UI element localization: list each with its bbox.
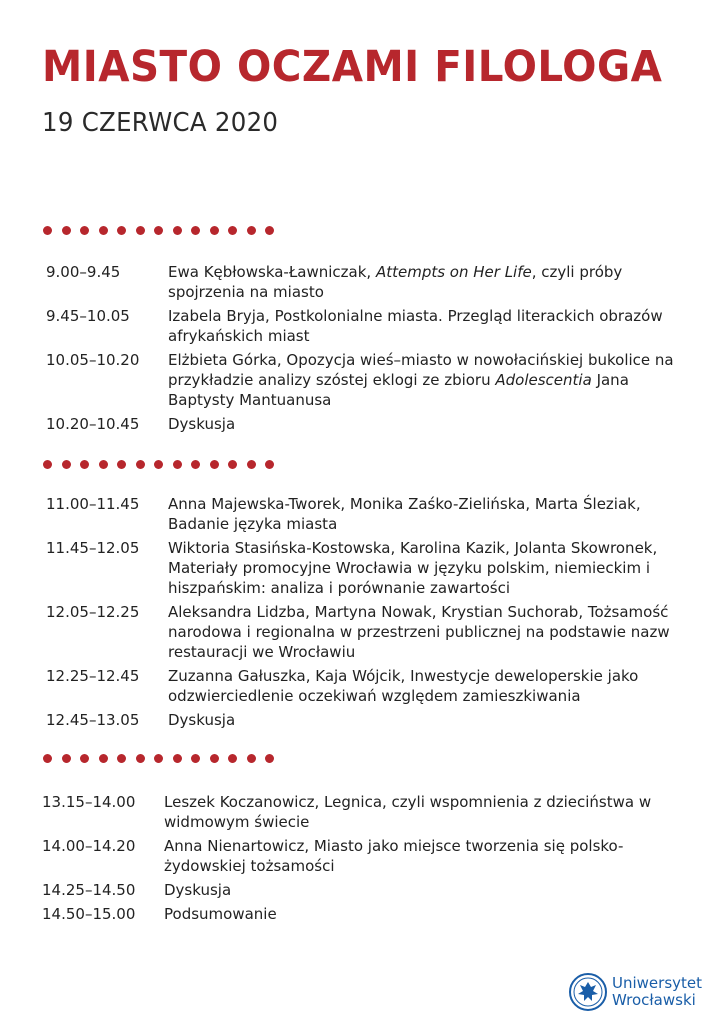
description-text: , czyli próby spojrzenia na miasto — [168, 263, 623, 301]
schedule-row — [0, 792, 724, 832]
description-text: Jana Baptysty Mantuanusa — [168, 371, 629, 409]
description-text: Podsumowanie — [164, 905, 277, 923]
divider-dots-1 — [43, 226, 274, 235]
divider-dots-2 — [43, 460, 274, 469]
university-seal-icon — [568, 972, 608, 1012]
divider-dot — [43, 754, 52, 763]
schedule-description — [168, 262, 688, 302]
divider-dot — [136, 754, 145, 763]
schedule-time: 10.20–10.45 — [46, 415, 140, 433]
divider-dot — [99, 226, 108, 235]
divider-dot — [62, 226, 71, 235]
schedule-time: 13.15–14.00 — [42, 793, 136, 811]
divider-dot — [265, 460, 274, 469]
page-title: MIASTO OCZAMI FILOLOGA — [42, 42, 663, 92]
divider-dot — [228, 460, 237, 469]
divider-dot — [99, 460, 108, 469]
schedule-description — [164, 880, 684, 900]
description-text: Elżbieta Górka, Opozycja wieś–miasto w nowołacińskiej bukolice na przykładzie analizy szóstej eklogi ze zbioru — [168, 351, 674, 389]
description-text: Izabela Bryja, Postkolonialne miasta. Przegląd literackich obrazów afrykańskich miast — [168, 307, 663, 345]
schedule-time: 14.50–15.00 — [42, 905, 136, 923]
divider-dot — [265, 754, 274, 763]
schedule-description — [164, 792, 684, 832]
divider-dot — [136, 226, 145, 235]
divider-dot — [191, 226, 200, 235]
divider-dot — [210, 460, 219, 469]
divider-dot — [210, 754, 219, 763]
title-italic: Adolescentia — [495, 371, 592, 389]
divider-dot — [154, 460, 163, 469]
divider-dot — [191, 754, 200, 763]
session-3 — [0, 792, 724, 928]
divider-dot — [99, 754, 108, 763]
session-2 — [0, 494, 724, 734]
description-text: Anna Nienartowicz, Miasto jako miejsce tworzenia się polsko-żydowskiej tożsamości — [164, 837, 624, 875]
description-text: Zuzanna Gałuszka, Kaja Wójcik, Inwestycje deweloperskie jako odzwierciedlenie oczekiwań względem zamieszkiwania — [168, 667, 639, 705]
description-text: Anna Majewska-Tworek, Monika Zaśko-Zielińska, Marta Śleziak, Badanie języka miasta — [168, 495, 641, 533]
divider-dot — [173, 754, 182, 763]
schedule-description — [168, 494, 688, 534]
schedule-description — [168, 414, 688, 434]
divider-dot — [62, 460, 71, 469]
divider-dots-3 — [43, 754, 274, 763]
divider-dot — [43, 460, 52, 469]
logo-line-1: Uniwersytet — [612, 974, 702, 992]
schedule-row — [0, 494, 724, 534]
divider-dot — [62, 754, 71, 763]
schedule-description — [168, 666, 688, 706]
schedule-row — [0, 836, 724, 876]
schedule-time: 12.45–13.05 — [46, 711, 140, 729]
schedule-row — [0, 710, 724, 730]
schedule-description — [168, 710, 688, 730]
description-text: Aleksandra Lidzba, Martyna Nowak, Krystian Suchorab, Tożsamość narodowa i regionalna w przestrzeni publicznej na podstawie nazw restauracji we Wrocławiu — [168, 603, 670, 661]
schedule-time: 14.25–14.50 — [42, 881, 136, 899]
schedule-description — [168, 306, 688, 346]
divider-dot — [117, 754, 126, 763]
schedule-description — [168, 538, 688, 598]
logo-line-2: Wrocławski — [612, 991, 696, 1009]
schedule-row — [0, 666, 724, 706]
divider-dot — [265, 226, 274, 235]
divider-dot — [247, 754, 256, 763]
divider-dot — [228, 226, 237, 235]
schedule-description — [168, 602, 688, 662]
schedule-time: 12.05–12.25 — [46, 603, 140, 621]
schedule-row — [0, 350, 724, 410]
divider-dot — [173, 226, 182, 235]
session-1 — [0, 262, 724, 438]
divider-dot — [43, 226, 52, 235]
divider-dot — [247, 460, 256, 469]
divider-dot — [80, 754, 89, 763]
schedule-time: 9.45–10.05 — [46, 307, 130, 325]
divider-dot — [228, 754, 237, 763]
title-italic: Attempts on Her Life — [375, 263, 532, 281]
divider-dot — [80, 226, 89, 235]
schedule-description — [168, 350, 688, 410]
description-text: Dyskusja — [168, 415, 236, 433]
divider-dot — [117, 226, 126, 235]
schedule-time: 12.25–12.45 — [46, 667, 140, 685]
description-text: Wiktoria Stasińska-Kostowska, Karolina Kazik, Jolanta Skowronek, Materiały promocyjne Wrocławia w języku polskim, niemieckim i hiszpańskim: analiza i porównanie zawartości — [168, 539, 658, 597]
schedule-time: 11.45–12.05 — [46, 539, 140, 557]
schedule-row — [0, 414, 724, 434]
description-text: Leszek Koczanowicz, Legnica, czyli wspomnienia z dzieciństwa w widmowym świecie — [164, 793, 652, 831]
divider-dot — [210, 226, 219, 235]
schedule-description — [164, 836, 684, 876]
description-text: Ewa Kębłowska-Ławniczak, — [168, 263, 376, 281]
divider-dot — [191, 460, 200, 469]
schedule-row — [0, 262, 724, 302]
description-text: Dyskusja — [168, 711, 236, 729]
schedule-time: 10.05–10.20 — [46, 351, 140, 369]
schedule-row — [0, 904, 724, 924]
divider-dot — [80, 460, 89, 469]
schedule-row — [0, 880, 724, 900]
divider-dot — [247, 226, 256, 235]
description-text: Dyskusja — [164, 881, 232, 899]
schedule-row — [0, 602, 724, 662]
event-date: 19 CZERWCA 2020 — [42, 108, 279, 138]
divider-dot — [154, 226, 163, 235]
schedule-time: 14.00–14.20 — [42, 837, 136, 855]
divider-dot — [117, 460, 126, 469]
schedule-row — [0, 538, 724, 598]
schedule-time: 9.00–9.45 — [46, 263, 121, 281]
divider-dot — [154, 754, 163, 763]
schedule-row — [0, 306, 724, 346]
divider-dot — [173, 460, 182, 469]
schedule-time: 11.00–11.45 — [46, 495, 140, 513]
schedule-description — [164, 904, 684, 924]
divider-dot — [136, 460, 145, 469]
university-logo — [568, 972, 702, 1012]
